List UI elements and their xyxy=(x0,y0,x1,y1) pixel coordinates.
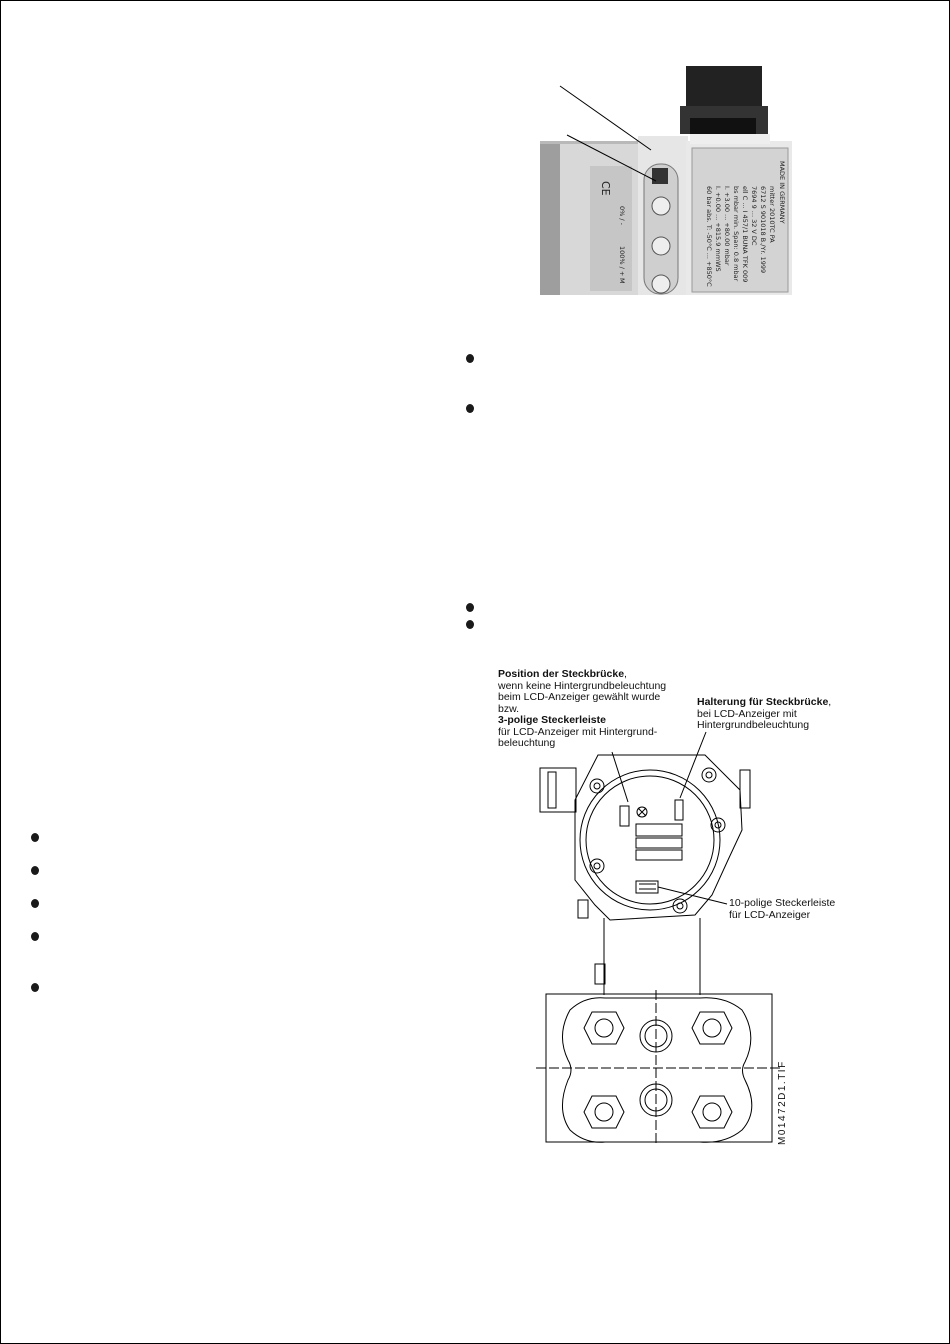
callout-title: 3-polige Steckerleiste xyxy=(498,714,606,726)
panel-label-m: M xyxy=(618,278,626,284)
figure-id: M01472D1.TIF xyxy=(777,1060,788,1145)
callout-line: Hintergrundbeleuchtung xyxy=(697,719,810,731)
bullet-marker xyxy=(31,983,39,992)
bullet-marker xyxy=(31,833,39,842)
bullet-marker xyxy=(466,354,474,363)
panel-label-span: 100% / + xyxy=(618,246,626,277)
callout-10pin-connector xyxy=(729,898,835,921)
bullet-marker xyxy=(466,620,474,629)
callout-jumper-position xyxy=(498,669,666,750)
bullet-marker xyxy=(466,603,474,612)
bullet-marker xyxy=(31,866,39,875)
callout-line: beim LCD-Anzeiger gewählt wurde xyxy=(498,691,661,703)
callout-line: bei LCD-Anzeiger mit xyxy=(697,707,797,720)
callout-line: für LCD-Anzeiger xyxy=(729,908,811,921)
bullet-marker xyxy=(31,932,39,941)
bullet-marker xyxy=(31,899,39,908)
nameplate-made-in: MADE IN GERMANY xyxy=(778,161,786,224)
bullet-marker xyxy=(466,404,474,413)
callout-line: beleuchtung xyxy=(498,737,556,749)
nameplate-line: 60 bar abs. T: -50°C ... +850°C xyxy=(705,186,713,287)
panel-label-zero: 0% / - xyxy=(618,206,626,225)
photo-leader-lines xyxy=(0,0,950,300)
callout-title: Position der Steckbrücke xyxy=(498,668,625,680)
callout-line: bzw. xyxy=(498,702,520,715)
callout-line: wenn keine Hintergrundbeleuchtung xyxy=(498,679,667,692)
callout-jumper-holder xyxy=(697,697,831,732)
ce-mark: CE xyxy=(599,181,612,196)
nameplate-line: ell C ... I 457/1 BUNA TFK 009 xyxy=(741,186,749,283)
nameplate-line: I. +3.00 ... +80.00 mbar xyxy=(723,186,731,266)
nameplate-line: I. +0.00 ... +815.9 mmWS xyxy=(714,186,722,272)
nameplate-line: 6712 S 901018 B./Yr. 1999 xyxy=(759,186,767,274)
callout-title-suffix: , xyxy=(828,696,832,708)
callout-line: für LCD-Anzeiger mit Hintergrund- xyxy=(498,725,658,738)
nameplate-line: 7694 9 ... 32 V DC xyxy=(750,186,758,246)
callout-title: Halterung für Steckbrücke xyxy=(697,696,829,708)
callout-line: 10-polige Steckerleiste xyxy=(729,897,836,909)
nameplate-line: mitter 2010TC PA xyxy=(768,186,776,243)
nameplate-line: bs mbar min. Span: 0.8 mbar xyxy=(732,186,740,282)
callout-title-suffix: , xyxy=(624,668,627,680)
